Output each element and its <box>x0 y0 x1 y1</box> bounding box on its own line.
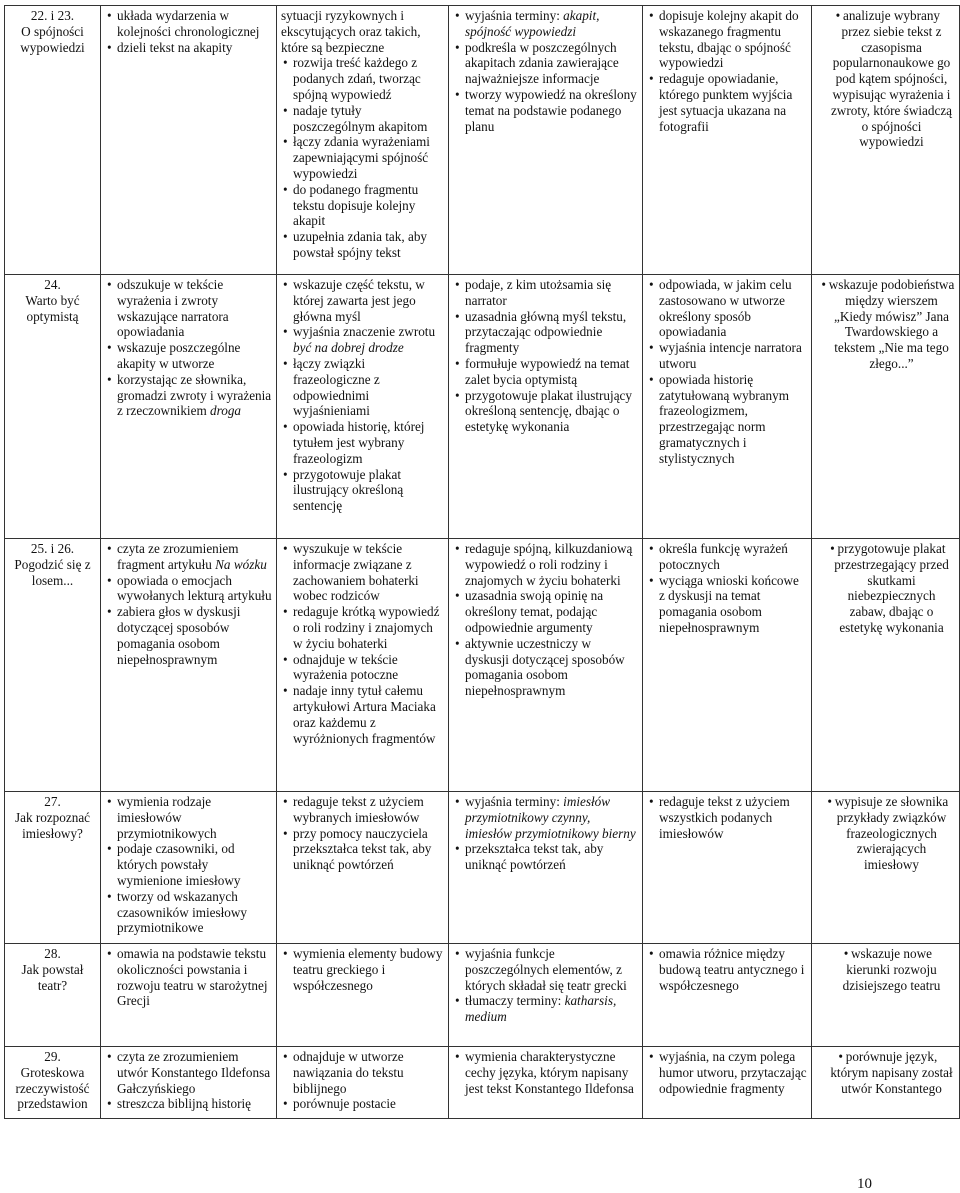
list-item <box>281 277 444 324</box>
lesson-cell <box>5 792 101 944</box>
lesson-number: 24. <box>44 277 61 292</box>
item-text: rozwija treść każdego z podanych zdań, tworząc spójną wypowiedź <box>293 55 421 102</box>
list-item <box>647 71 807 134</box>
lesson-number: 29. <box>44 1049 61 1064</box>
list-item <box>816 1049 955 1096</box>
item-text: porównuje postacie <box>293 1096 396 1112</box>
list-item <box>105 340 272 372</box>
requirements-cell <box>101 539 277 792</box>
bullet-list <box>281 541 444 746</box>
item-text: przygotowuje plakat ilustrujący określoną sentencję <box>293 466 404 514</box>
list-item <box>816 794 955 873</box>
bullet-list <box>281 277 444 514</box>
item-text: wymienia elementy budowy teatru greckiego i współczesnego <box>293 946 443 993</box>
list-item <box>281 683 444 746</box>
list-item <box>281 324 444 356</box>
requirements-cell <box>449 539 643 792</box>
bullet-list <box>647 946 807 993</box>
bullet-list <box>281 794 444 873</box>
item-text: redaguje tekst z użyciem wybranych imiesłowów <box>293 794 424 825</box>
list-item <box>281 134 444 181</box>
list-item <box>105 889 272 936</box>
item-text: tworzy wypowiedź na określony temat na podstawie podanego planu <box>465 86 637 134</box>
item-text: wyjaśnia, na czym polega humor utworu, przytaczając odpowiednie fragmenty <box>659 1049 807 1096</box>
continued-text: sytuacji ryzykownych i ekscytujących oraz takich, które są bezpieczne <box>281 8 421 55</box>
list-item <box>453 1049 638 1096</box>
list-item <box>453 588 638 635</box>
item-text: korzystając ze słownika, gromadzi zwroty i wyrażenia z rzeczownikiem <box>117 371 272 419</box>
list-item <box>105 604 272 667</box>
list-item <box>453 841 638 873</box>
lesson-number: 27. <box>44 794 61 809</box>
list-item <box>647 1049 807 1096</box>
item-text: łączy zdania wyrażeniami zapewniającymi spójność wypowiedzi <box>293 134 430 181</box>
requirements-cell <box>277 539 449 792</box>
list-item <box>281 182 444 229</box>
item-text: aktywnie uczestniczy w dyskusji dotyczącej sposobów pomagania osobom niepełnosprawnym <box>465 635 625 699</box>
list-item <box>281 1096 444 1112</box>
item-text: określa funkcję wyrażeń potocznych <box>659 541 788 572</box>
item-text: wyjaśnia intencje narratora utworu <box>659 340 802 371</box>
bullet-list <box>453 8 638 134</box>
item-text: uzupełnia zdania tak, aby powstał spójny tekst <box>293 229 428 260</box>
table-row <box>5 539 960 792</box>
list-item <box>105 372 272 419</box>
requirements-cell <box>812 539 960 792</box>
requirements-cell <box>449 944 643 1047</box>
item-text: wskazuje poszczególne akapity w utworze <box>117 340 241 371</box>
item-text: wskazuje nowe kierunki rozwoju dzisiejszego teatru <box>842 946 941 993</box>
item-text: podkreśla w poszczególnych akapitach zdania zawierające najważniejsze informacje <box>465 39 619 87</box>
item-text: wypisuje ze słownika przykłady związków frazeologicznych zwierających imiesłowy <box>834 794 949 873</box>
lesson-title: O spójności wypowiedzi <box>20 23 85 55</box>
item-text: łączy związki frazeologiczne z odpowiednimi wyjaśnieniami <box>293 355 380 419</box>
requirements-cell <box>643 1047 812 1119</box>
bullet-list <box>453 946 638 1025</box>
list-item <box>453 541 638 588</box>
lesson-cell <box>5 6 101 275</box>
requirements-cell <box>449 1047 643 1119</box>
item-text: przygotowuje plakat przestrzegający przed skutkami niebezpiecznych zabaw, dbając o estetykę wykonania <box>834 541 949 635</box>
list-item <box>281 419 444 466</box>
lesson-title: Jak powstał teatr? <box>21 961 84 993</box>
lesson-title: Pogodzić się z losem... <box>14 556 91 588</box>
item-text: przy pomocy nauczyciela przekształca tekst tak, aby uniknąć powtórzeń <box>293 825 432 873</box>
item-text: wymienia rodzaje imiesłowów przymiotnikowych <box>117 794 217 841</box>
requirements-cell <box>101 792 277 944</box>
list-item <box>453 388 638 435</box>
bullet-list <box>105 1049 272 1112</box>
list-item <box>105 573 272 605</box>
bullet-list <box>453 277 638 435</box>
item-text: przekształca tekst tak, aby uniknąć powtórzeń <box>465 841 604 873</box>
list-item <box>647 541 807 573</box>
item-italic-text: Na wózku <box>215 556 267 572</box>
list-item <box>281 229 444 261</box>
lesson-title: Groteskowa rzeczywistość przedstawion <box>15 1064 90 1112</box>
requirements-cell <box>643 792 812 944</box>
bullet-list <box>281 1049 444 1112</box>
item-text: zabiera głos w dyskusji dotyczącej sposobów pomagania osobom niepełnosprawnym <box>117 604 241 667</box>
item-text: opowiada o emocjach wywołanych lekturą artykułu <box>117 572 272 604</box>
list-item <box>281 604 444 651</box>
item-text: odszukuje w tekście wyrażenia i zwroty wskazujące narratora opowiadania <box>117 277 229 340</box>
list-item <box>647 277 807 340</box>
lesson-number: 25. i 26. <box>30 541 75 556</box>
list-item <box>816 946 955 993</box>
bullet-list <box>816 541 955 636</box>
lesson-cell <box>5 539 101 792</box>
list-item <box>105 541 272 573</box>
item-text: wyciąga wnioski końcowe z dyskusji na temat pomagania osobom niepełnosprawnym <box>659 572 799 635</box>
item-italic-text: droga <box>210 403 242 419</box>
list-item <box>105 8 272 40</box>
bullet-list <box>816 946 955 993</box>
requirements-cell <box>277 792 449 944</box>
table-row <box>5 1047 960 1119</box>
item-text: nadaje tytuły poszczególnym akapitom <box>293 102 428 134</box>
item-text: porównuje język, którym napisany został utwór Konstantego <box>830 1049 953 1096</box>
item-italic-text: katharsis, medium <box>465 993 617 1025</box>
item-text: odpowiada, w jakim celu zastosowano w utworze określony sposób opowiadania <box>659 277 792 340</box>
list-item <box>105 1049 272 1096</box>
lesson-title: Jak rozpoznać imiesłowy? <box>14 809 91 841</box>
item-text: redaguje krótką wypowiedź o roli rodziny i znajomych w życiu bohaterki <box>293 604 440 651</box>
list-item <box>816 541 955 636</box>
bullet-list <box>647 1049 807 1096</box>
list-item <box>281 467 444 514</box>
bullet-list <box>105 794 272 936</box>
lesson-cell <box>5 275 101 539</box>
list-item <box>453 277 638 309</box>
bullet-list <box>281 946 444 993</box>
item-text: redaguje tekst z użyciem wszystkich podanych imiesłowów <box>659 794 790 841</box>
item-text: odnajduje w tekście wyrażenia potoczne <box>293 651 399 683</box>
bullet-list <box>647 541 807 636</box>
list-item <box>281 1049 444 1096</box>
list-item <box>453 309 638 356</box>
item-text: wymienia charakterystyczne cechy języka, którym napisany jest tekst Konstantego Ildefonsa <box>465 1049 634 1096</box>
lesson-cell <box>5 1047 101 1119</box>
list-item <box>453 946 638 993</box>
list-item <box>281 794 444 826</box>
item-text: streszcza biblijną historię <box>117 1096 252 1112</box>
table-row <box>5 792 960 944</box>
lesson-title: Warto być optymistą <box>25 292 80 324</box>
curriculum-table <box>4 5 960 1119</box>
requirements-cell <box>449 275 643 539</box>
item-italic-text: być na dobrej drodze <box>293 340 404 356</box>
bullet-list <box>453 794 638 873</box>
item-italic-text: imiesłów przymiotnikowy czynny, imiesłów przymiotnikowy bierny <box>465 794 636 841</box>
bullet-list <box>105 277 272 419</box>
requirements-cell <box>277 6 449 275</box>
item-text: formułuje wypowiedź na temat zalet bycia optymistą <box>465 355 630 387</box>
item-text: czyta ze zrozumieniem fragment artykułu <box>117 541 239 572</box>
bullet-list <box>105 8 272 55</box>
list-item <box>647 946 807 993</box>
item-text: odnajduje w utworze nawiązania do tekstu biblijnego <box>293 1049 404 1096</box>
item-text: opowiada historię zatytułowaną wybranym frazeologizmem, przestrzegając norm gramatycznych i stylistycznych <box>659 371 790 466</box>
list-item <box>281 946 444 993</box>
bullet-list <box>281 55 444 260</box>
list-item <box>281 55 444 102</box>
table-row <box>5 944 960 1047</box>
requirements-cell <box>812 944 960 1047</box>
requirements-cell <box>643 944 812 1047</box>
bullet-list <box>816 277 955 372</box>
requirements-cell <box>101 275 277 539</box>
requirements-cell <box>277 1047 449 1119</box>
lesson-cell <box>5 944 101 1047</box>
list-item <box>281 826 444 873</box>
bullet-list <box>453 1049 638 1096</box>
item-text: przygotowuje plakat ilustrujący określoną sentencję, dbając o estetykę wykonania <box>465 387 632 435</box>
bullet-list <box>816 794 955 873</box>
bullet-list <box>816 8 955 150</box>
requirements-cell <box>812 275 960 539</box>
list-item <box>105 277 272 340</box>
requirements-cell <box>101 944 277 1047</box>
item-text: wyjaśnia terminy: <box>465 794 564 809</box>
list-item <box>453 993 638 1025</box>
list-item <box>105 946 272 1009</box>
list-item <box>647 8 807 71</box>
list-item <box>281 356 444 419</box>
list-item <box>281 652 444 684</box>
item-text: redaguje spójną, kilkuzdaniową wypowiedź o roli rodziny i znajomych w życiu bohaterki <box>465 541 633 588</box>
list-item <box>105 40 272 56</box>
item-text: układa wydarzenia w kolejności chronologicznej <box>117 8 260 39</box>
item-text: wyjaśnia terminy: <box>465 8 564 23</box>
item-text: do podanego fragmentu tekstu dopisuje kolejny akapit <box>293 181 419 229</box>
list-item <box>453 40 638 87</box>
item-text: dzieli tekst na akapity <box>117 39 233 55</box>
lesson-number: 22. i 23. <box>30 8 75 23</box>
item-text: wyjaśnia funkcje poszczególnych elementów, z których składał się teatr grecki <box>465 946 627 993</box>
item-text: wskazuje część tekstu, w której zawarta jest jego główna myśl <box>293 277 425 324</box>
page-number: 10 <box>857 1176 872 1192</box>
item-text: tworzy od wskazanych czasowników imiesłowy przymiotnikowe <box>117 888 248 936</box>
item-text: podaje, z kim utożsamia się narrator <box>465 277 612 308</box>
list-item <box>453 356 638 388</box>
list-item <box>647 372 807 467</box>
requirements-cell <box>101 6 277 275</box>
list-item <box>647 794 807 841</box>
item-text: uzasadnia główną myśl tekstu, przytaczając odpowiednie fragmenty <box>465 308 627 356</box>
list-item <box>816 277 955 372</box>
item-text: omawia na podstawie tekstu okoliczności powstania i rozwoju teatru w starożytnej Grecji <box>117 946 268 1009</box>
bullet-list <box>105 541 272 667</box>
requirements-cell <box>101 1047 277 1119</box>
list-item <box>105 1096 272 1112</box>
requirements-cell <box>643 6 812 275</box>
bullet-list <box>647 8 807 134</box>
list-item <box>647 573 807 636</box>
item-text: czyta ze zrozumieniem utwór Konstantego Ildefonsa Gałczyńskiego <box>117 1049 271 1096</box>
list-item <box>453 636 638 699</box>
requirements-cell <box>812 1047 960 1119</box>
item-text: podaje czasowniki, od których powstały wymienione imiesłowy <box>117 841 241 888</box>
item-text: redaguje opowiadanie, którego punktem wyjścia jest sytuacja ukazana na fotografii <box>659 71 793 134</box>
requirements-cell <box>643 275 812 539</box>
item-text: opowiada historię, której tytułem jest wybrany frazeologizm <box>293 419 425 466</box>
requirements-cell <box>812 6 960 275</box>
list-item <box>105 794 272 841</box>
list-item <box>647 340 807 372</box>
item-text: wyjaśnia znaczenie zwrotu <box>293 324 436 340</box>
item-text: wyszukuje w tekście informacje związane z zachowaniem bohaterki wobec rodziców <box>293 541 419 604</box>
table-row <box>5 6 960 275</box>
list-item <box>453 87 638 134</box>
item-text: tłumaczy terminy: <box>465 993 565 1009</box>
item-text: analizuje wybrany przez siebie tekst z czasopisma popularnonaukowe go pod kątem spójności, wypisując wyrażenia i zwroty, które świadczą o spójności wypowiedzi <box>830 8 953 150</box>
requirements-cell <box>277 275 449 539</box>
bullet-list <box>453 541 638 699</box>
list-item <box>453 8 638 40</box>
table-row <box>5 275 960 539</box>
list-item <box>281 103 444 135</box>
item-text: omawia różnice między budową teatru antycznego i współczesnego <box>659 946 805 993</box>
item-text: nadaje inny tytuł całemu artykułowi Artura Maciaka oraz każdemu z wyróżnionych fragmentów <box>293 683 436 746</box>
list-item <box>105 841 272 888</box>
requirements-cell <box>643 539 812 792</box>
lesson-number: 28. <box>44 946 61 961</box>
requirements-cell <box>449 792 643 944</box>
list-item <box>816 8 955 150</box>
item-italic-text: akapit, spójność wypowiedzi <box>465 8 600 39</box>
list-item <box>453 794 638 841</box>
bullet-list <box>105 946 272 1009</box>
requirements-cell <box>812 792 960 944</box>
list-item <box>281 541 444 604</box>
requirements-cell <box>277 944 449 1047</box>
bullet-list <box>647 277 807 467</box>
bullet-list <box>647 794 807 841</box>
requirements-cell <box>449 6 643 275</box>
item-text: wskazuje podobieństwa między wierszem „Kiedy mówisz” Jana Twardowskiego a tekstem „Nie ma tego złego...” <box>828 277 955 371</box>
item-text: uzasadnia swoją opinię na określony temat, podając odpowiednie argumenty <box>465 588 604 635</box>
item-text: dopisuje kolejny akapit do wskazanego fragmentu tekstu, dbając o spójność wypowiedzi <box>659 8 799 71</box>
bullet-list <box>816 1049 955 1096</box>
